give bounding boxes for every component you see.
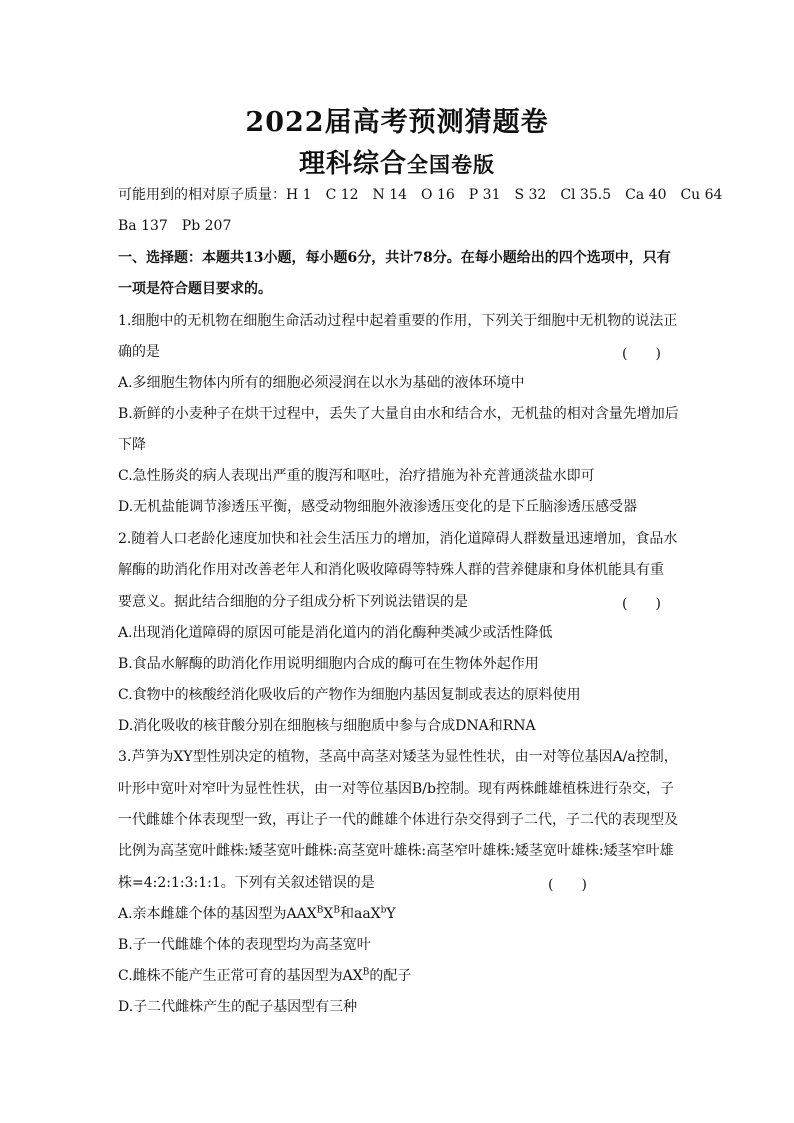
q1-option-b-line-1: B.新鲜的小麦种子在烘干过程中，丢失了大量自由水和结合水，无机盐的相对含量先增加后 [118,406,679,422]
q3-stem-line-2: 叶形中宽叶对窄叶为显性性状，由一对等位基因B/b控制。现有两株雌雄植株进行杂交，子 [118,781,674,797]
q3-stem-line-5: 株=4:2:1:3:1:1。下列有关叙述错误的是 [118,875,375,891]
q2-stem-line-1: 2.随着人口老龄化速度加快和社会生活压力的增加，消化道障碍人群数量迅速增加，食品水 [118,531,678,547]
q2-option-d: D.消化吸收的核苷酸分别在细胞核与细胞质中参与合成DNA和RNA [118,718,536,734]
q3-c-superscript: B [362,967,370,978]
q3-answer-blank: ( ) [548,877,587,893]
q1-answer-blank: ( ) [622,346,661,362]
section-instructions-line-2: 一项是符合题目要求的。 [118,281,272,297]
q3-a-text-4: Y [386,906,396,922]
q2-stem-line-3: 要意义。据此结合细胞的分子组成分析下列说法错误的是 [118,594,468,610]
q3-a-text-1: A.亲本雌雄个体的基因型为AAX [118,906,317,922]
q3-a-superscript-1: B [316,905,324,916]
q3-stem-line-3: 一代雌雄个体表现型一致，再让子一代的雌雄个体进行杂交得到子二代，子二代的表现型及 [118,812,678,828]
q2-stem-line-2: 解酶的助消化作用对改善老年人和消化吸收障碍等特殊人群的营养健康和身体机能具有重 [118,562,664,578]
q1-stem-line-1: 1.细胞中的无机物在细胞生命活动过程中起着重要的作用，下列关于细胞中无机物的说法正 [118,313,678,329]
q1-stem-line-2: 确的是 [118,344,160,360]
q3-a-superscript-3: b [380,905,387,916]
q3-stem-line-4: 比例为高茎宽叶雌株:矮茎宽叶雌株:高茎宽叶雄株:高茎窄叶雄株:矮茎宽叶雄株:矮茎窄叶雄 [118,843,674,859]
q3-option-c [118,967,411,985]
section-instructions-line-1: 一、选择题：本题共13小题，每小题6分，共计78分。在每小题给出的四个选项中，只有 [118,250,671,266]
q2-option-c: C.食物中的核酸经消化吸收后的产物作为细胞内基因复制或表达的原料使用 [118,687,581,703]
q1-option-d: D.无机盐能调节渗透压平衡，感受动物细胞外液渗透压变化的是下丘脑渗透压感受器 [118,499,638,515]
atomic-mass-line-2: Ba 137 Pb 207 [118,218,232,234]
q2-answer-blank: ( ) [622,596,661,612]
q3-option-a [118,905,396,923]
q3-a-superscript-2: B [333,905,340,916]
q3-a-text-3: 和aaX [339,906,381,922]
q3-option-b: B.子一代雌雄个体的表现型均为高茎宽叶 [118,937,371,953]
exam-subtitle [0,143,794,180]
subtitle-edition: 全国卷版 [407,152,495,177]
q1-option-a: A.多细胞生物体内所有的细胞必须浸润在以水为基础的液体环境中 [118,375,525,391]
atomic-mass-line-1: 可能用到的相对原子质量：H 1 C 12 N 14 O 16 P 31 S 32 Cl 35.5 Ca 40 Cu 64 [118,187,723,203]
q3-option-d: D.子二代雌株产生的配子基因型有三种 [118,999,358,1015]
q3-c-text-1: C.雌株不能产生正常可育的基因型为AX [118,968,363,984]
q3-c-text-2: 的配子 [369,968,412,984]
q1-option-c: C.急性肠炎的病人表现出严重的腹泻和呕吐，治疗措施为补充普通淡盐水即可 [118,468,595,484]
q1-option-b-line-2: 下降 [118,437,146,453]
subtitle-main: 理科综合 [298,149,407,179]
exam-title: 2022届高考预测猜题卷 [245,107,549,138]
q2-option-a: A.出现消化道障碍的原因可能是消化道内的消化酶种类减少或活性降低 [118,625,553,641]
q2-option-b: B.食品水解酶的助消化作用说明细胞内合成的酶可在生物体外起作用 [118,656,539,672]
q3-stem-line-1: 3.芦笋为XY型性别决定的植物，茎高中高茎对矮茎为显性性状，由一对等位基因A/a控制， [118,749,678,765]
q3-a-text-2: X [323,906,334,922]
